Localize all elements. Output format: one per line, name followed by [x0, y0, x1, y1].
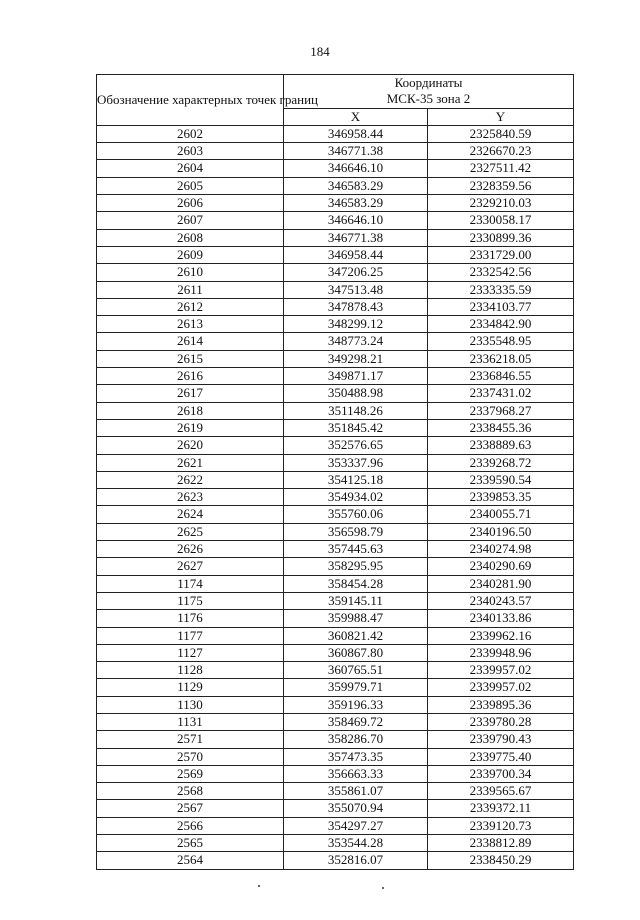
y-coordinate-cell: 2337968.27 [428, 402, 574, 419]
x-coordinate-cell: 353544.28 [284, 835, 428, 852]
y-coordinate-cell: 2339775.40 [428, 748, 574, 765]
x-coordinate-cell: 354125.18 [284, 471, 428, 488]
y-coordinate-cell: 2334842.90 [428, 316, 574, 333]
table-row [97, 454, 574, 471]
x-coordinate-cell: 360765.51 [284, 662, 428, 679]
table-row [97, 437, 574, 454]
point-id-cell: 1174 [97, 575, 284, 592]
table-row [97, 264, 574, 281]
x-coordinate-cell: 346646.10 [284, 160, 428, 177]
point-id-cell: 1129 [97, 679, 284, 696]
table-row [97, 419, 574, 436]
table-row [97, 817, 574, 834]
point-id-cell: 1127 [97, 644, 284, 661]
x-coordinate-cell: 360867.80 [284, 644, 428, 661]
point-id-cell: 2613 [97, 316, 284, 333]
x-coordinate-cell: 348773.24 [284, 333, 428, 350]
x-coordinate-cell: 347878.43 [284, 298, 428, 315]
y-coordinate-cell: 2330058.17 [428, 212, 574, 229]
x-coordinate-cell: 358454.28 [284, 575, 428, 592]
y-coordinate-cell: 2329210.03 [428, 195, 574, 212]
y-coordinate-cell: 2335548.95 [428, 333, 574, 350]
x-coordinate-cell: 355861.07 [284, 783, 428, 800]
point-id-cell: 2570 [97, 748, 284, 765]
point-id-cell: 2615 [97, 350, 284, 367]
x-coordinate-cell: 346771.38 [284, 229, 428, 246]
x-coordinate-cell: 355070.94 [284, 800, 428, 817]
y-coordinate-cell: 2339957.02 [428, 679, 574, 696]
point-id-cell: 1128 [97, 662, 284, 679]
table-row [97, 506, 574, 523]
x-coordinate-cell: 356598.79 [284, 523, 428, 540]
table-row [97, 298, 574, 315]
table-row [97, 541, 574, 558]
table-row [97, 333, 574, 350]
coordinates-table [96, 74, 574, 870]
y-coordinate-cell: 2334103.77 [428, 298, 574, 315]
x-coordinate-cell: 353337.96 [284, 454, 428, 471]
point-id-cell: 1131 [97, 713, 284, 730]
table-row [97, 316, 574, 333]
table-row [97, 713, 574, 730]
y-coordinate-cell: 2340133.86 [428, 610, 574, 627]
x-coordinate-cell: 352576.65 [284, 437, 428, 454]
table-row [97, 385, 574, 402]
y-coordinate-cell: 2337431.02 [428, 385, 574, 402]
x-coordinate-cell: 346583.29 [284, 195, 428, 212]
y-coordinate-cell: 2340281.90 [428, 575, 574, 592]
point-id-cell: 2565 [97, 835, 284, 852]
x-coordinate-cell: 347206.25 [284, 264, 428, 281]
table-row [97, 402, 574, 419]
x-coordinate-cell: 360821.42 [284, 627, 428, 644]
point-id-cell: 2569 [97, 765, 284, 782]
point-id-cell: 2605 [97, 177, 284, 194]
point-id-cell: 2567 [97, 800, 284, 817]
point-id-cell: 2568 [97, 783, 284, 800]
table-row [97, 800, 574, 817]
table-row [97, 627, 574, 644]
y-coordinate-cell: 2338450.29 [428, 852, 574, 869]
point-id-cell: 2627 [97, 558, 284, 575]
table-row [97, 177, 574, 194]
table-body [97, 125, 574, 869]
y-coordinate-cell: 2339957.02 [428, 662, 574, 679]
x-coordinate-cell: 356663.33 [284, 765, 428, 782]
table-row [97, 125, 574, 142]
y-coordinate-cell: 2339590.54 [428, 471, 574, 488]
x-coordinate-cell: 355760.06 [284, 506, 428, 523]
table-row [97, 523, 574, 540]
x-coordinate-cell: 349871.17 [284, 368, 428, 385]
table-row [97, 852, 574, 869]
table-row [97, 246, 574, 263]
table-row [97, 610, 574, 627]
coordinate-system: МСК-35 зона 2 [386, 91, 471, 107]
table-row [97, 696, 574, 713]
point-id-cell: 2616 [97, 368, 284, 385]
y-coordinate-cell: 2339120.73 [428, 817, 574, 834]
y-coordinate-cell: 2339700.34 [428, 765, 574, 782]
table-row [97, 835, 574, 852]
x-column-header: X [284, 108, 428, 125]
table-row [97, 471, 574, 488]
x-coordinate-cell: 347513.48 [284, 281, 428, 298]
table-row [97, 368, 574, 385]
point-id-cell: 2612 [97, 298, 284, 315]
y-coordinate-cell: 2338889.63 [428, 437, 574, 454]
y-coordinate-cell: 2340055.71 [428, 506, 574, 523]
y-coordinate-cell: 2326670.23 [428, 143, 574, 160]
point-id-cell: 1130 [97, 696, 284, 713]
point-column-header: Обозначение характерных точек границ [97, 75, 284, 126]
point-id-cell: 2571 [97, 731, 284, 748]
x-coordinate-cell: 358295.95 [284, 558, 428, 575]
y-coordinate-cell: 2339853.35 [428, 489, 574, 506]
x-coordinate-cell: 357473.35 [284, 748, 428, 765]
y-coordinate-cell: 2332542.56 [428, 264, 574, 281]
table-row [97, 195, 574, 212]
x-coordinate-cell: 358286.70 [284, 731, 428, 748]
x-coordinate-cell: 351845.42 [284, 419, 428, 436]
coordinates-title: Координаты [394, 75, 463, 90]
table-row [97, 489, 574, 506]
y-coordinate-cell: 2339565.67 [428, 783, 574, 800]
point-id-cell: 2619 [97, 419, 284, 436]
table-row [97, 644, 574, 661]
point-id-cell: 1175 [97, 592, 284, 609]
x-coordinate-cell: 354934.02 [284, 489, 428, 506]
x-coordinate-cell: 349298.21 [284, 350, 428, 367]
x-coordinate-cell: 346583.29 [284, 177, 428, 194]
point-id-cell: 2602 [97, 125, 284, 142]
x-coordinate-cell: 346771.38 [284, 143, 428, 160]
x-coordinate-cell: 359145.11 [284, 592, 428, 609]
point-id-cell: 2614 [97, 333, 284, 350]
point-id-cell: 2564 [97, 852, 284, 869]
x-coordinate-cell: 359979.71 [284, 679, 428, 696]
y-column-header: Y [428, 108, 574, 125]
table-row [97, 783, 574, 800]
x-coordinate-cell: 346958.44 [284, 246, 428, 263]
table-row [97, 575, 574, 592]
table-row [97, 731, 574, 748]
point-id-cell: 2607 [97, 212, 284, 229]
y-coordinate-cell: 2339895.36 [428, 696, 574, 713]
y-coordinate-cell: 2333335.59 [428, 281, 574, 298]
table-row [97, 160, 574, 177]
table-row [97, 350, 574, 367]
table-row [97, 558, 574, 575]
point-id-cell: 2603 [97, 143, 284, 160]
y-coordinate-cell: 2328359.56 [428, 177, 574, 194]
table-row [97, 212, 574, 229]
point-id-cell: 2608 [97, 229, 284, 246]
point-id-cell: 2617 [97, 385, 284, 402]
y-coordinate-cell: 2340274.98 [428, 541, 574, 558]
point-id-cell: 2621 [97, 454, 284, 471]
point-id-cell: 2609 [97, 246, 284, 263]
x-coordinate-cell: 350488.98 [284, 385, 428, 402]
point-id-cell: 2618 [97, 402, 284, 419]
y-coordinate-cell: 2336218.05 [428, 350, 574, 367]
y-coordinate-cell: 2339780.28 [428, 713, 574, 730]
point-id-cell: 2622 [97, 471, 284, 488]
point-id-cell: 2610 [97, 264, 284, 281]
y-coordinate-cell: 2327511.42 [428, 160, 574, 177]
point-id-cell: 2625 [97, 523, 284, 540]
y-coordinate-cell: 2331729.00 [428, 246, 574, 263]
x-coordinate-cell: 351148.26 [284, 402, 428, 419]
point-id-cell: 2624 [97, 506, 284, 523]
y-coordinate-cell: 2339962.16 [428, 627, 574, 644]
y-coordinate-cell: 2338812.89 [428, 835, 574, 852]
y-coordinate-cell: 2340290.69 [428, 558, 574, 575]
table-row [97, 592, 574, 609]
x-coordinate-cell: 352816.07 [284, 852, 428, 869]
table-row [97, 662, 574, 679]
x-coordinate-cell: 354297.27 [284, 817, 428, 834]
y-coordinate-cell: 2340243.57 [428, 592, 574, 609]
x-coordinate-cell: 348299.12 [284, 316, 428, 333]
table-row [97, 229, 574, 246]
x-coordinate-cell: 359988.47 [284, 610, 428, 627]
table-row [97, 679, 574, 696]
x-coordinate-cell: 359196.33 [284, 696, 428, 713]
y-coordinate-cell: 2340196.50 [428, 523, 574, 540]
scan-speck [258, 885, 260, 887]
table-row [97, 765, 574, 782]
table-row [97, 143, 574, 160]
x-coordinate-cell: 346646.10 [284, 212, 428, 229]
y-coordinate-cell: 2339268.72 [428, 454, 574, 471]
x-coordinate-cell: 357445.63 [284, 541, 428, 558]
point-id-cell: 2623 [97, 489, 284, 506]
y-coordinate-cell: 2330899.36 [428, 229, 574, 246]
coordinates-header [284, 75, 574, 109]
y-coordinate-cell: 2325840.59 [428, 125, 574, 142]
point-id-cell: 2606 [97, 195, 284, 212]
point-id-cell: 1176 [97, 610, 284, 627]
x-coordinate-cell: 346958.44 [284, 125, 428, 142]
scan-speck [382, 887, 384, 889]
point-id-cell: 2604 [97, 160, 284, 177]
point-id-cell: 2620 [97, 437, 284, 454]
y-coordinate-cell: 2339948.96 [428, 644, 574, 661]
point-id-cell: 1177 [97, 627, 284, 644]
point-id-cell: 2626 [97, 541, 284, 558]
table-row [97, 281, 574, 298]
y-coordinate-cell: 2339372.11 [428, 800, 574, 817]
y-coordinate-cell: 2339790.43 [428, 731, 574, 748]
page-number: 184 [310, 44, 330, 59]
y-coordinate-cell: 2338455.36 [428, 419, 574, 436]
x-coordinate-cell: 358469.72 [284, 713, 428, 730]
y-coordinate-cell: 2336846.55 [428, 368, 574, 385]
point-id-cell: 2611 [97, 281, 284, 298]
table-row [97, 748, 574, 765]
point-id-cell: 2566 [97, 817, 284, 834]
